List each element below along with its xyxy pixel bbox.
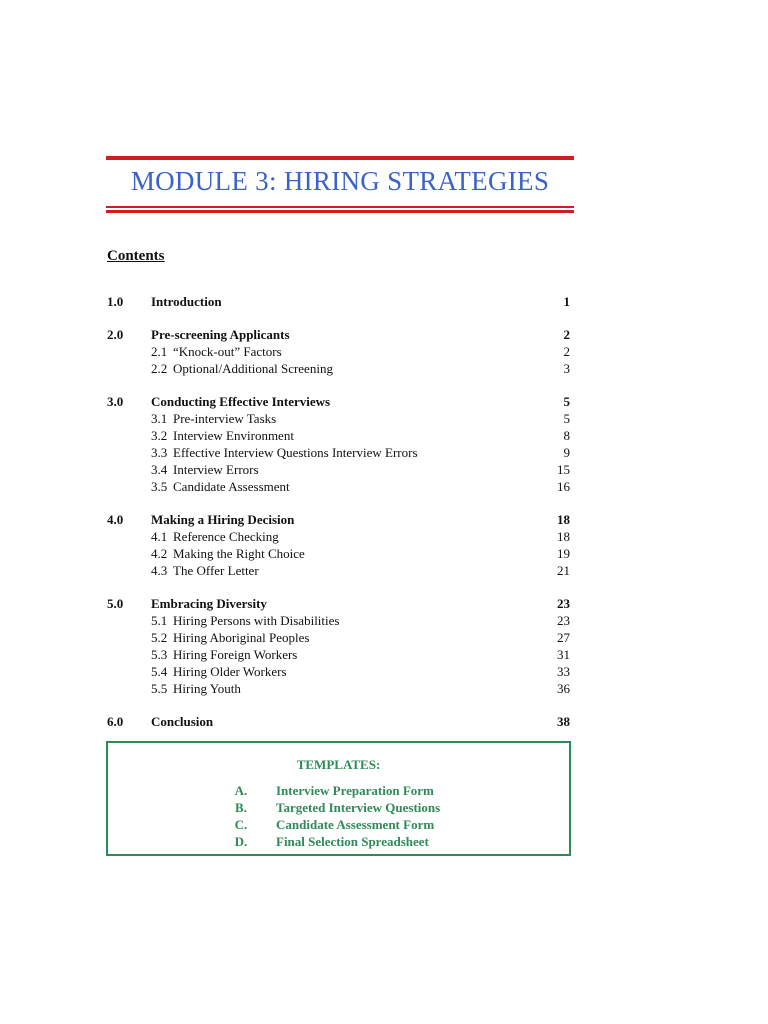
toc-section-title: Pre-screening Applicants (151, 327, 290, 342)
toc-subsection-entry (151, 360, 333, 377)
toc-subsection-page: 19 (557, 546, 570, 561)
toc-subsection-number: 4.3 (151, 563, 168, 578)
toc-section-row (107, 511, 570, 528)
toc-subsection-entry (151, 612, 339, 629)
toc-subsection-number: 5.3 (151, 647, 168, 662)
toc-subsection-page: 23 (557, 613, 570, 628)
section-spacer (107, 579, 570, 595)
toc-section-page: 5 (563, 394, 570, 409)
toc-section-row (107, 326, 570, 343)
page-title: MODULE 3: HIRING STRATEGIES (130, 166, 550, 196)
toc-subsection-page: 33 (557, 664, 570, 679)
toc-subsection-title: The Offer Letter (173, 563, 259, 578)
toc-subsection-title: Hiring Older Workers (173, 664, 287, 679)
toc-subsection-number: 3.5 (151, 479, 168, 494)
toc-subsection-title: Hiring Foreign Workers (173, 647, 298, 662)
toc-section-number: 2.0 (107, 327, 124, 342)
toc-subsection-number: 4.2 (151, 546, 168, 561)
toc-subsection-entry (151, 562, 259, 579)
template-letter: C. (234, 817, 248, 832)
toc-section-title: Embracing Diversity (151, 596, 267, 611)
toc-subsection-page: 21 (557, 563, 570, 578)
toc-subsection-number: 2.1 (151, 344, 168, 359)
toc-section-row (107, 595, 570, 612)
toc-section-number: 1.0 (107, 294, 124, 309)
template-letter: A. (234, 783, 248, 798)
toc-subsection-row (107, 461, 570, 478)
toc-subsection-number: 5.4 (151, 664, 168, 679)
template-item (108, 799, 569, 816)
toc-subsection-row (107, 612, 570, 629)
toc-subsection-page: 15 (557, 462, 570, 477)
toc-section-title: Conclusion (151, 714, 214, 729)
template-name: Interview Preparation Form (276, 783, 434, 798)
title-rule-bottom-thick (106, 210, 574, 213)
toc-subsection-number: 5.5 (151, 681, 168, 696)
section-spacer (107, 377, 570, 393)
toc-subsection-page: 8 (563, 428, 570, 443)
toc-section-number: 6.0 (107, 714, 124, 729)
toc-section-number: 3.0 (107, 394, 124, 409)
toc-section-page: 38 (557, 714, 570, 729)
template-name: Candidate Assessment Form (276, 817, 435, 832)
toc-subsection-title: Optional/Additional Screening (173, 361, 333, 376)
toc-section-row (107, 713, 570, 730)
toc-subsection-title: Candidate Assessment (173, 479, 290, 494)
toc-subsection-entry (151, 663, 287, 680)
toc-subsection-title: Making the Right Choice (173, 546, 305, 561)
toc-subsection-row (107, 427, 570, 444)
template-letter: B. (235, 800, 247, 815)
toc-subsection-page: 5 (563, 411, 570, 426)
toc-subsection-entry (151, 343, 282, 360)
toc-subsection-number: 3.3 (151, 445, 168, 460)
toc-subsection-row (107, 562, 570, 579)
toc-subsection-title: Hiring Persons with Disabilities (173, 613, 340, 628)
toc-subsection-number: 5.1 (151, 613, 168, 628)
templates-box (106, 741, 571, 856)
toc-subsection-entry (151, 461, 259, 478)
toc-subsection-row (107, 343, 570, 360)
toc-section-page: 23 (557, 596, 570, 611)
toc-subsection-title: Hiring Youth (173, 681, 241, 696)
toc-subsection-page: 31 (557, 647, 570, 662)
title-rule-bottom-thin (106, 206, 574, 208)
toc-subsection-entry (151, 410, 276, 427)
template-name: Targeted Interview Questions (276, 800, 441, 815)
toc-section-row (107, 293, 570, 310)
toc-subsection-row (107, 360, 570, 377)
toc-subsection-number: 3.4 (151, 462, 168, 477)
toc-subsection-page: 2 (563, 344, 570, 359)
toc-subsection-title: Pre-interview Tasks (173, 411, 277, 426)
title-rule-top (106, 156, 574, 160)
template-item (108, 833, 569, 850)
toc-section-number: 4.0 (107, 512, 124, 527)
toc-section-title: Conducting Effective Interviews (151, 394, 331, 409)
toc-subsection-entry (151, 528, 279, 545)
toc-subsection-number: 4.1 (151, 529, 168, 544)
toc-subsection-page: 9 (563, 445, 570, 460)
contents-heading: Contents (107, 248, 165, 264)
toc-subsection-entry (151, 629, 310, 646)
toc-subsection-entry (151, 646, 297, 663)
template-item (108, 816, 569, 833)
toc-section-row (107, 393, 570, 410)
toc-subsection-row (107, 478, 570, 495)
templates-heading: TEMPLATES: (296, 757, 381, 772)
toc-subsection-entry (151, 545, 305, 562)
toc-subsection-page: 27 (557, 630, 570, 645)
toc-section-page: 2 (563, 327, 570, 342)
toc-subsection-title: Reference Checking (173, 529, 279, 544)
toc-subsection-row (107, 528, 570, 545)
toc-subsection-row (107, 410, 570, 427)
toc-section-page: 1 (563, 294, 570, 309)
toc-subsection-number: 5.2 (151, 630, 168, 645)
toc-subsection-title: Effective Interview Questions Interview Errors (173, 445, 418, 460)
toc-subsection-row (107, 444, 570, 461)
toc-subsection-row (107, 545, 570, 562)
toc-section-page: 18 (557, 512, 570, 527)
toc-subsection-number: 3.2 (151, 428, 168, 443)
section-spacer (107, 697, 570, 713)
toc-subsection-row (107, 629, 570, 646)
toc-subsection-number: 3.1 (151, 411, 168, 426)
section-spacer (107, 495, 570, 511)
toc-subsection-number: 2.2 (151, 361, 168, 376)
toc-subsection-row (107, 663, 570, 680)
toc-subsection-title: “Knock-out” Factors (173, 344, 282, 359)
toc-subsection-entry (151, 427, 294, 444)
template-name: Final Selection Spreadsheet (276, 834, 429, 849)
toc-section-title: Introduction (151, 294, 222, 309)
toc-subsection-page: 16 (557, 479, 570, 494)
toc-subsection-page: 36 (557, 681, 570, 696)
toc-section-number: 5.0 (107, 596, 124, 611)
toc-subsection-title: Interview Environment (173, 428, 294, 443)
template-letter: D. (234, 834, 248, 849)
section-spacer (107, 310, 570, 326)
toc-subsection-entry (151, 478, 290, 495)
toc-subsection-page: 3 (563, 361, 570, 376)
template-item (108, 782, 569, 799)
toc-subsection-entry (151, 680, 241, 697)
toc-subsection-entry (151, 444, 418, 461)
toc-subsection-row (107, 646, 570, 663)
toc-subsection-page: 18 (557, 529, 570, 544)
toc-subsection-title: Interview Errors (173, 462, 259, 477)
toc-section-title: Making a Hiring Decision (151, 512, 295, 527)
toc-subsection-title: Hiring Aboriginal Peoples (173, 630, 310, 645)
toc-subsection-row (107, 680, 570, 697)
table-of-contents (107, 293, 570, 730)
